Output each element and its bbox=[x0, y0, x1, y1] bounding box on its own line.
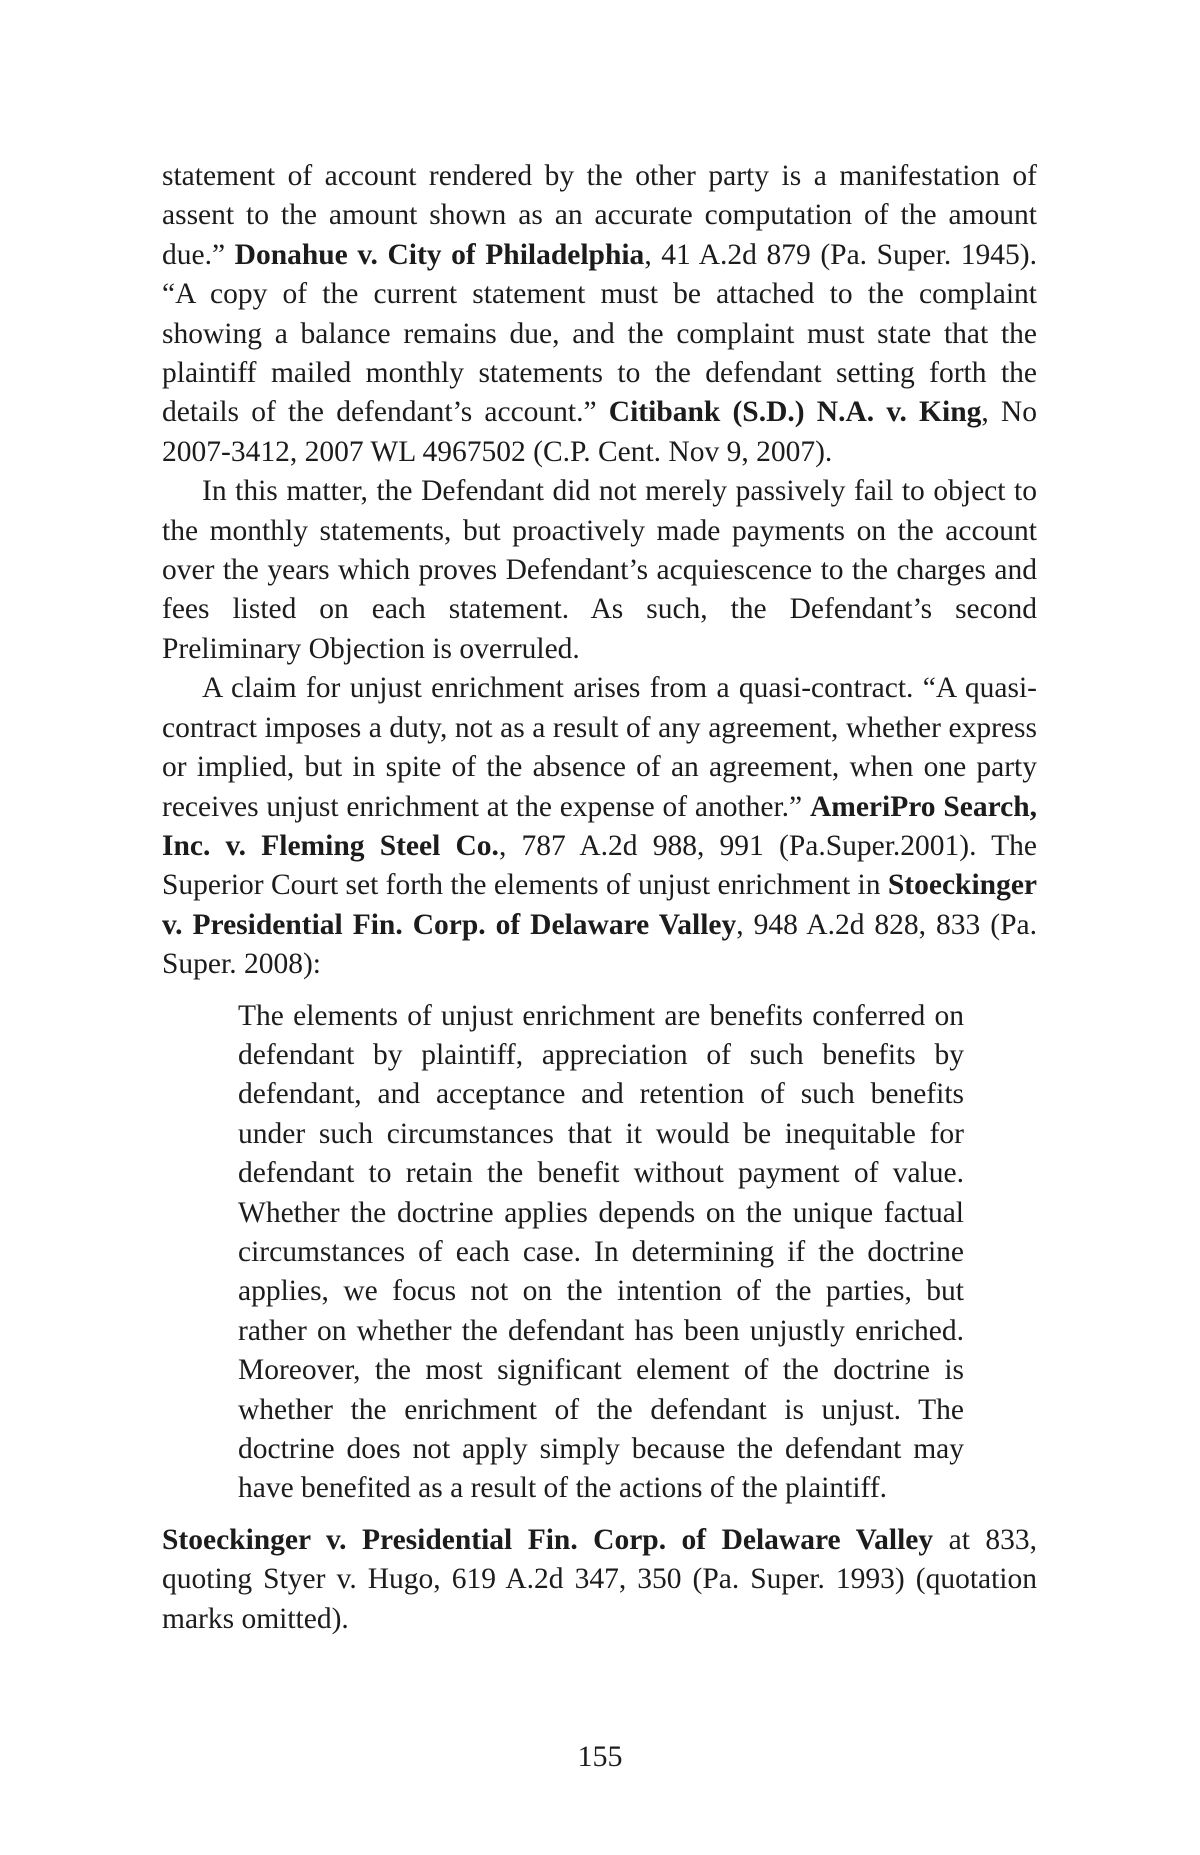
text-run: In this matter, the Defendant did not merely passively fail to object to the monthly statements, but proactively made payments on the account over the years which proves Defendant’s acquiescence to the charges and fees listed on each statement. As such, the Defendant’s second Preliminary Objection is overruled. bbox=[162, 475, 1037, 665]
case-citation-donahue: Donahue v. City of Philadelphia bbox=[234, 238, 645, 271]
paragraph-quotation-source bbox=[162, 1521, 1037, 1639]
text-run: A claim for unjust enrichment arises from a quasi-contract. “A quasi-contract imposes a duty, not as a result of any agreement, whether express or implied, but in spite of the absence of an agreement, when one party receives unjust enrichment at the expense of another.” bbox=[162, 672, 1037, 823]
block-quote bbox=[238, 997, 964, 1509]
text-run: , 787 A.2d 988, 991 (Pa.Super.2001). The Superior Court set forth the elements of unjust enrichment in bbox=[162, 829, 1037, 902]
text-run: , 41 A.2d 879 (Pa. Super. 1945). “A copy of the current statement must be attached to the complaint showing a balance remains due, and the complaint must state that the plaintiff mailed monthly statements to the defendant setting forth the details of the defendant’s account.” bbox=[162, 238, 1037, 429]
case-citation-ameripro: AmeriPro Search, Inc. v. Fleming Steel Co. bbox=[162, 790, 1037, 862]
case-citation-citibank: Citibank (S.D.) N.A. v. King bbox=[608, 396, 982, 429]
case-citation-stoeckinger-short: Stoeckinger v. Presidential Fin. Corp. of Delaware Valley bbox=[162, 1523, 934, 1556]
paragraph-statement-of-account bbox=[162, 157, 1037, 472]
text-run: statement of account rendered by the other party is a manifestation of assent to the amount shown as an accurate computation of the amount due.” bbox=[162, 160, 1037, 271]
quote-text: The elements of unjust enrichment are benefits conferred on defendant by plaintiff, appreciation of such benefits by defendant, and acceptance and retention of such benefits under such circumstances that it would be inequitable for defendant to retain the benefit without payment of value. Whether the doctrine applies depends on the unique factual circumstances of each case. In determining if the doctrine applies, we focus not on the intention of the parties, but rather on whether the defendant has been unjustly enriched. Moreover, the most significant element of the doctrine is whether the enrichment of the defendant is unjust. The doctrine does not apply simply because the defendant may have benefited as a result of the actions of the plaintiff. bbox=[238, 999, 964, 1505]
text-run: at 833, quoting Styer v. Hugo, 619 A.2d 347, 350 (Pa. Super. 1993) (quotation marks omitted). bbox=[162, 1523, 1037, 1635]
paragraph-defendant-acquiescence bbox=[162, 472, 1037, 669]
paragraph-unjust-enrichment bbox=[162, 669, 1037, 984]
case-citation-stoeckinger: Stoeckinger v. Presidential Fin. Corp. of Delaware Valley bbox=[162, 869, 1038, 941]
page-number: 155 bbox=[577, 1740, 623, 1773]
body-text bbox=[162, 157, 1037, 1639]
text-run: , 948 A.2d 828, 833 (Pa. Super. 2008): bbox=[162, 908, 1037, 981]
text-run: , No 2007-3412, 2007 WL 4967502 (C.P. Cent. Nov 9, 2007). bbox=[162, 396, 1037, 468]
